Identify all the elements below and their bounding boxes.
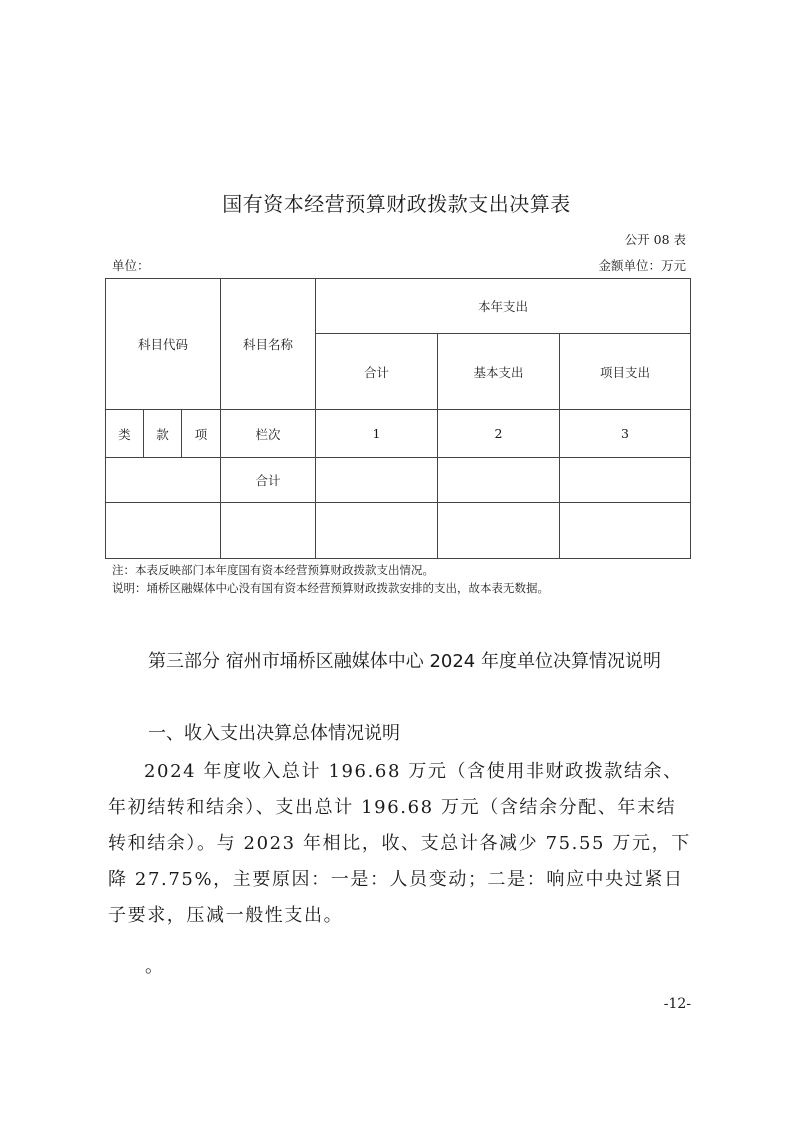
index-lei: 类 bbox=[106, 410, 144, 458]
index-c2: 2 bbox=[438, 410, 560, 458]
header-name: 科目名称 bbox=[221, 279, 316, 410]
unit-label: 单位： bbox=[112, 258, 150, 273]
total-c1 bbox=[316, 458, 438, 503]
page-number: -12- bbox=[663, 996, 691, 1012]
index-c3: 3 bbox=[560, 410, 691, 458]
header-row-1 bbox=[106, 279, 691, 334]
empty-c2 bbox=[438, 503, 560, 559]
empty-c3 bbox=[560, 503, 691, 559]
total-c3 bbox=[560, 458, 691, 503]
total-label: 合计 bbox=[221, 458, 316, 503]
table-note: 注：本表反映部门本年度国有资本经营预算财政拨款支出情况。 bbox=[112, 563, 434, 577]
total-c2 bbox=[438, 458, 560, 503]
table-explanation: 说明：埇桥区融媒体中心没有国有资本经营预算财政拨款安排的支出，故本表无数据。 bbox=[112, 581, 549, 595]
budget-table bbox=[105, 278, 691, 559]
index-kuan: 款 bbox=[144, 410, 182, 458]
subsection-title: 一、收入支出决算总体情况说明 bbox=[148, 723, 400, 744]
form-number: 公开 08 表 bbox=[624, 232, 686, 247]
table-title: 国有资本经营预算财政拨款支出决算表 bbox=[222, 192, 571, 216]
total-code-cell bbox=[106, 458, 221, 503]
header-project: 项目支出 bbox=[560, 334, 691, 410]
index-column: 栏次 bbox=[221, 410, 316, 458]
summary-paragraph: 2024 年度收入总计 196.68 万元（含使用非财政拨款结余、年初结转和结余）、支出总计 196.68 万元（含结余分配、年末结转和结余）。与 2023 年相比，收、支总计各减少 75.55 万元，下降 27.75%，主要原因：一是：人员变动；二是：响应中央过紧日子要求，压减一般性支出。 bbox=[108, 761, 691, 926]
empty-code-cell bbox=[106, 503, 221, 559]
header-basic: 基本支出 bbox=[438, 334, 560, 410]
empty-c1 bbox=[316, 503, 438, 559]
index-xiang: 项 bbox=[182, 410, 221, 458]
header-current-year: 本年支出 bbox=[316, 279, 691, 334]
section-title: 第三部分 宿州市埇桥区融媒体中心 2024 年度单位决算情况说明 bbox=[148, 651, 661, 672]
amount-unit: 金额单位：万元 bbox=[598, 258, 686, 273]
empty-row bbox=[106, 503, 691, 559]
total-row bbox=[106, 458, 691, 503]
empty-name-cell bbox=[221, 503, 316, 559]
trailing-mark: 。 bbox=[145, 956, 163, 977]
index-c1: 1 bbox=[316, 410, 438, 458]
header-total: 合计 bbox=[316, 334, 438, 410]
header-code: 科目代码 bbox=[106, 279, 221, 410]
index-row bbox=[106, 410, 691, 458]
